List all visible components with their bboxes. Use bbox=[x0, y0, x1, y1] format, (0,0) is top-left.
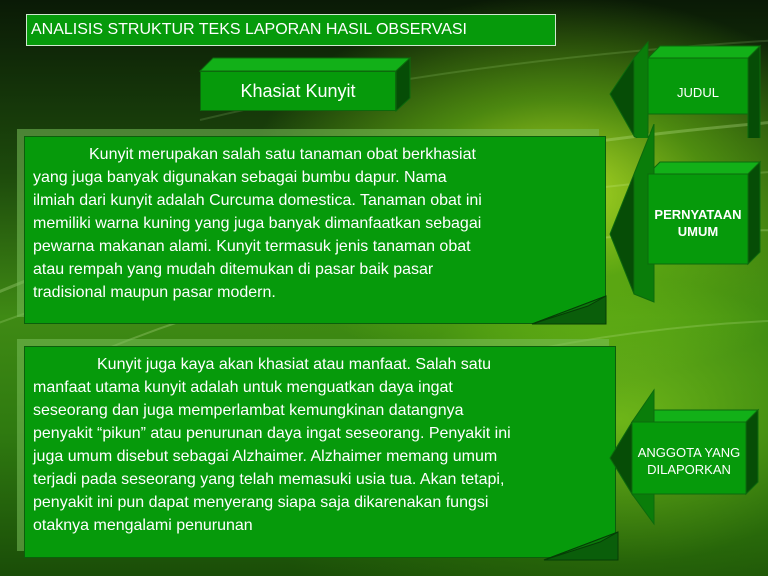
arrow-label-anggota-yang-dilaporkan bbox=[608, 386, 764, 526]
paragraph-2-folded-corner bbox=[540, 530, 620, 562]
paragraph-1-line: pewarna makanan alami. Kunyit termasuk jenis tanaman obat bbox=[33, 238, 471, 255]
paragraph-2-line: penyakit ini pun dapat menyerang siapa saja dikarenakan fungsi bbox=[33, 494, 489, 511]
paragraph-1-box bbox=[24, 136, 606, 324]
label-pernyataan-umum bbox=[648, 206, 748, 240]
label-pernyataan-line1: PERNYATAAN bbox=[654, 207, 742, 222]
arrow-label-pernyataan-umum bbox=[608, 124, 764, 304]
paragraph-2-line: seseorang dan juga memperlambat kemungkinan datangnya bbox=[33, 402, 464, 419]
paragraph-2-line: manfaat utama kunyit adalah untuk menguatkan daya ingat bbox=[33, 379, 453, 396]
section-title: Khasiat Kunyit bbox=[240, 80, 356, 101]
title-box bbox=[200, 58, 410, 111]
title-box-face bbox=[200, 71, 396, 111]
paragraph-2-line: Kunyit juga kaya akan khasiat atau manfaat. Salah satu bbox=[97, 356, 492, 373]
paragraph-1-line: Kunyit merupakan salah satu tanaman obat berkhasiat bbox=[89, 146, 476, 163]
paragraph-1-line: ilmiah dari kunyit adalah Curcuma domestica. Tanaman obat ini bbox=[33, 192, 482, 209]
paragraph-1-line: memiliki warna kuning yang juga banyak dimanfaatkan sebagai bbox=[33, 215, 482, 232]
paragraph-2-box bbox=[24, 346, 616, 558]
paragraph-1-folded-corner bbox=[528, 294, 608, 326]
label-pernyataan-line2: UMUM bbox=[677, 224, 719, 239]
label-anggota-yang-dilaporkan bbox=[626, 444, 752, 478]
paragraph-2-line: terjadi pada seseorang yang telah memasuki usia tua. Akan tetapi, bbox=[33, 471, 505, 488]
label-judul: JUDUL bbox=[677, 85, 719, 100]
label-anggota-line2: DILAPORKAN bbox=[647, 462, 731, 477]
paragraph-2-line: penyakit “pikun” atau penurunan daya ingat seseorang. Penyakit ini bbox=[33, 425, 511, 442]
paragraph-1-line: tradisional maupun pasar modern. bbox=[33, 284, 276, 301]
arrow-label-judul bbox=[608, 38, 764, 138]
paragraph-1-line: yang juga banyak digunakan sebagai bumbu dapur. Nama bbox=[33, 169, 447, 186]
paragraph-2-line: juga umum disebut sebagai Alzhaimer. Alzhaimer memang umum bbox=[33, 448, 498, 465]
page-title: ANALISIS STRUKTUR TEKS LAPORAN HASIL OBSERVASI bbox=[26, 14, 556, 46]
paragraph-1-line: atau rempah yang mudah ditemukan di pasar baik pasar bbox=[33, 261, 434, 278]
label-anggota-line1: ANGGOTA YANG bbox=[637, 445, 741, 460]
paragraph-2-line: otaknya mengalami penurunan bbox=[33, 517, 253, 534]
